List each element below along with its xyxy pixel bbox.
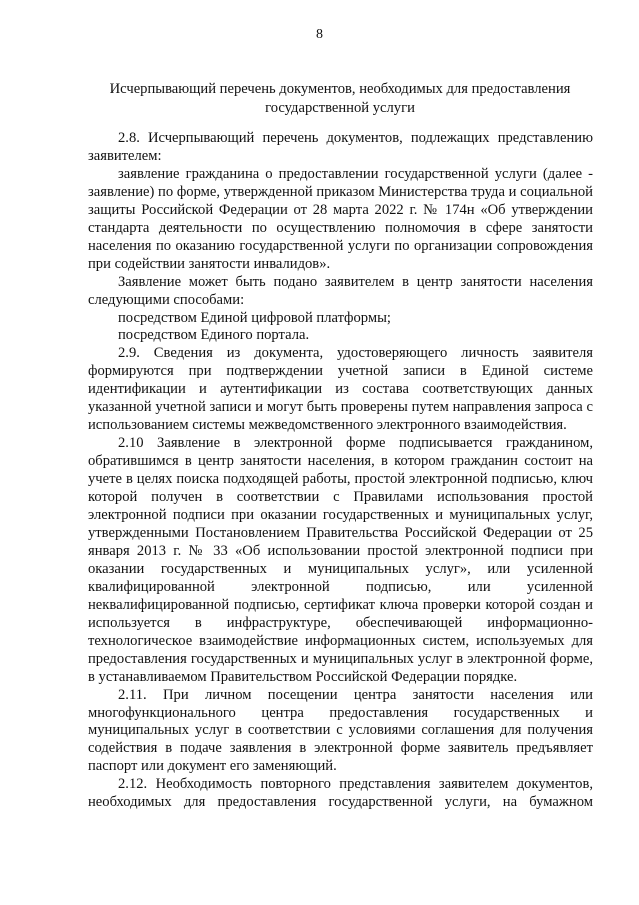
section-heading [60, 80, 620, 118]
page-number: 8 [316, 27, 323, 42]
paragraph-application-form: заявление гражданина о предоставлении государственной услуги (далее - заявление) по форме, утвержденной приказом Министерства труда и социальной защиты Российской Федерации от 28 марта 2022 г. № 174н «Об утверждении стандарта деятельности по осуществлению полномочия в сфере занятости населения по оказанию государственной услуги по организации сопровождения при содействии занятости инвалидов». [88, 165, 593, 272]
paragraph-method-digital-platform: посредством Единой цифровой платформы; [118, 309, 391, 326]
paragraph-2-11: 2.11. При личном посещении центра занятости населения или многофункционального центра предоставления государственных и муниципальных услуг в соответствии с условиями соглашения для получения содействия в подаче заявления в электронной форме заявитель предъявляет паспорт или документ его заменяющий. [88, 686, 593, 775]
paragraph-2-12: 2.12. Необходимость повторного представления заявителем документов, необходимых для предоставления государственной услуги, на бумажном [88, 776, 593, 811]
paragraph-submission-methods: Заявление может быть подано заявителем в центр занятости населения следующими способами: [88, 273, 593, 308]
paragraph-2-9: 2.9. Сведения из документа, удостоверяющего личность заявителя формируются при подтверждении учетной записи в Единой системе идентификации и аутентификации из состава соответствующих данных указанной учетной записи и могут быть проверены путем направления запроса с использованием системы межведомственного электронного взаимодействия. [88, 345, 593, 434]
section-heading-line-1: Исчерпывающий перечень документов, необходимых для предоставления [109, 81, 571, 97]
paragraph-2-8: 2.8. Исчерпывающий перечень документов, подлежащих представлению заявителем: [88, 130, 593, 164]
document-body [88, 130, 593, 812]
section-heading-line-2: государственной услуги [265, 100, 415, 116]
paragraph-method-unified-portal: посредством Единого портала. [118, 327, 310, 344]
paragraph-2-10: 2.10 Заявление в электронной форме подписывается гражданином, обратившимся в центр занятости населения, в котором гражданин состоит на учете в целях поиска подходящей работы, простой электронной подписью, ключ которой получен в соответствии с Правилами использования простой электронной подписи при оказании государственных и муниципальных услуг, утвержденными Постановлением Правительства Российской Федерации от 25 января 2013 г. № 33 «Об использовании простой электронной подписи при оказании государственных и муниципальных услуг», или усиленной квалифицированной электронной подписью, или усиленной неквалифицированной подписью, сертификат ключа проверки которой создан и используется в инфраструктуре, обеспечивающей информационно-технологическое взаимодействие информационных систем, используемых для предоставления государственных и муниципальных услуг в электронной форме, в устанавливаемом Правительством Российской Федерации порядке. [88, 435, 593, 685]
